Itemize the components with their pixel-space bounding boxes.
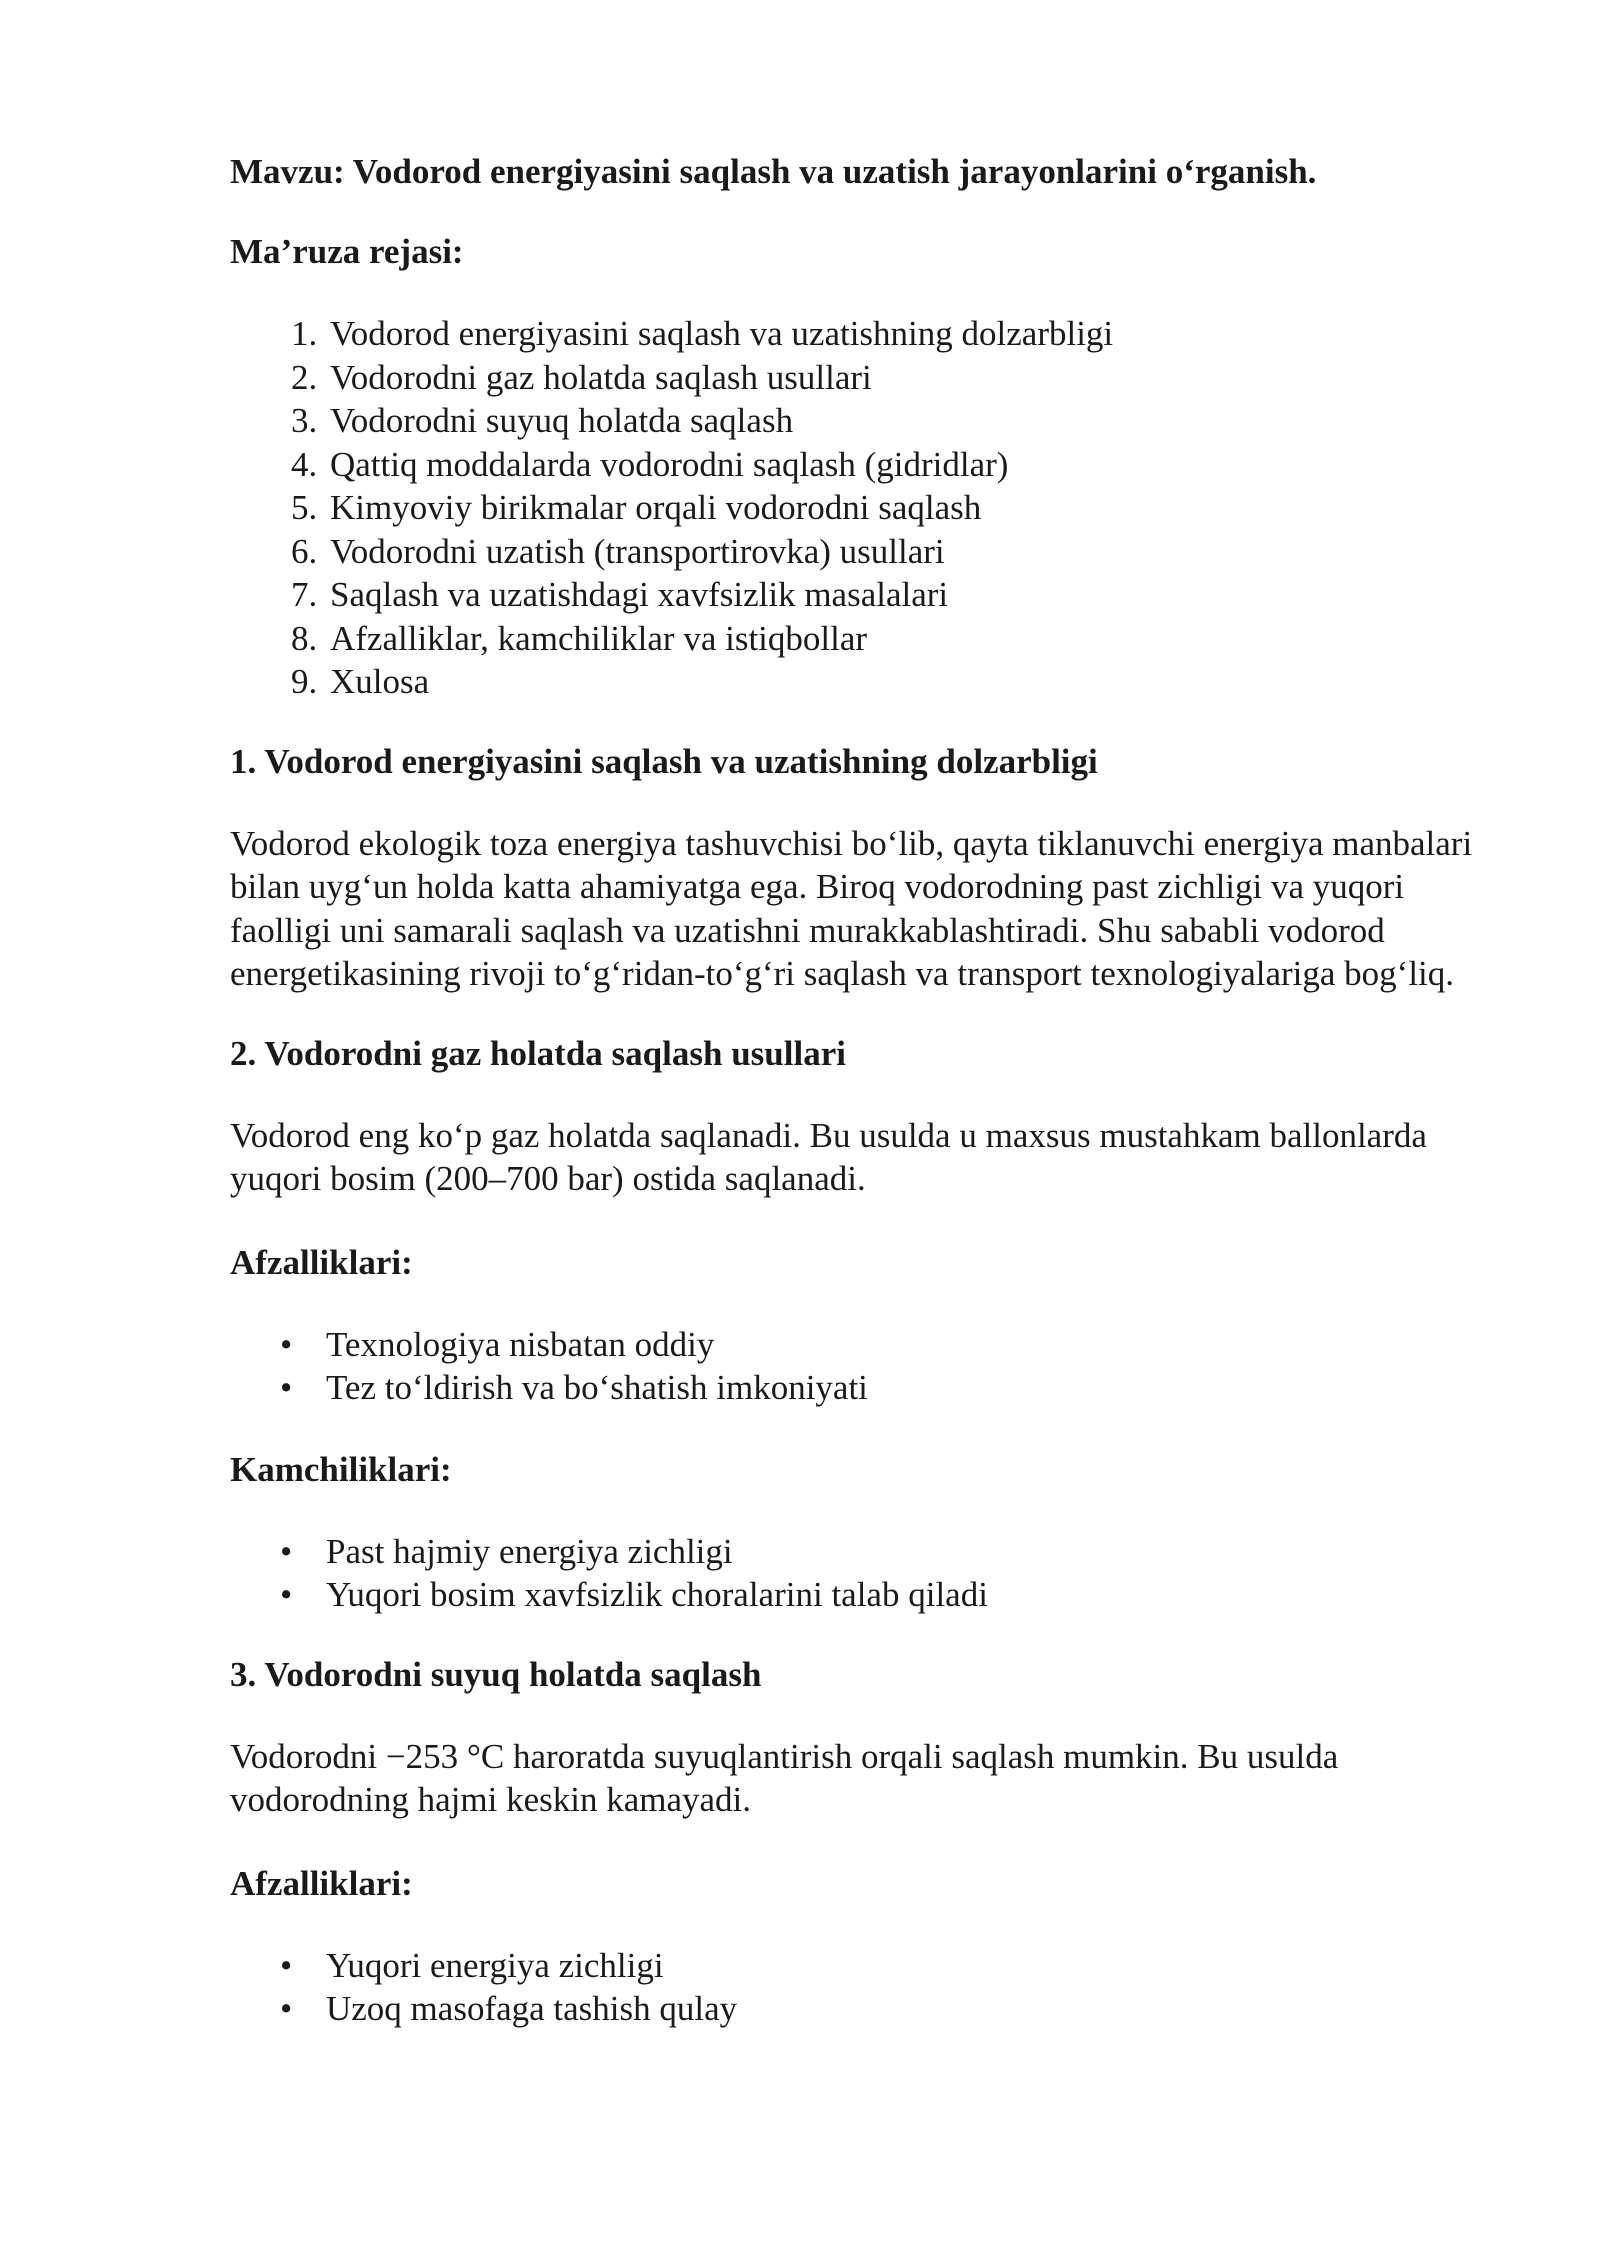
section-3-advantages-list — [230, 1944, 1480, 2031]
plan-item: 4. Qattiq moddalarda vodorodni saqlash (gidridlar) — [326, 443, 1480, 487]
plan-item: 5. Kimyoviy birikmalar orqali vodorodni saqlash — [326, 486, 1480, 530]
section-1-text: Vodorod ekologik toza energiya tashuvchisi bo‘lib, qayta tiklanuvchi energiya manbalari bilan uyg‘un holda katta ahamiyatga ega. Biroq vodorodning past zichligi va yuqori faolligi uni samarali saqlash va uzatishni murakkablashtiradi. Shu sababli vodorod energetikasining rivoji to‘g‘ridan-to‘g‘ri saqlash va transport texnologiyalariga bog‘liq. — [230, 823, 1473, 993]
plan-item: 1. Vodorod energiyasini saqlash va uzatishning dolzarbligi — [326, 312, 1480, 356]
section-3-heading: 3. Vodorodni suyuq holatda saqlash — [230, 1654, 762, 1694]
list-item: • Tez to‘ldirish va bo‘shatish imkoniyati — [326, 1366, 1480, 1410]
list-item: • Uzoq masofaga tashish qulay — [326, 1987, 1480, 2031]
plan-list — [230, 312, 1480, 704]
section-2-disadvantages-list — [230, 1530, 1480, 1617]
section-2-heading: 2. Vodorodni gaz holatda saqlash usullari — [230, 1033, 846, 1073]
section-2-disadvantages-heading: Kamchiliklari: — [230, 1449, 452, 1489]
list-item: • Texnologiya nisbatan oddiy — [326, 1323, 1480, 1367]
section-2-advantages-list — [230, 1323, 1480, 1410]
document-title: Mavzu: Vodorod energiyasini saqlash va uzatish jarayonlarini o‘rganish. — [230, 152, 1317, 191]
list-item: • Yuqori energiya zichligi — [326, 1944, 1480, 1988]
section-2-advantages-heading: Afzalliklari: — [230, 1242, 413, 1282]
plan-item: 3. Vodorodni suyuq holatda saqlash — [326, 399, 1480, 443]
section-1-heading: 1. Vodorod energiyasini saqlash va uzatishning dolzarbligi — [230, 741, 1098, 781]
plan-heading: Ma’ruza rejasi: — [230, 232, 464, 271]
section-2-text: Vodorod eng ko‘p gaz holatda saqlanadi. Bu usulda u maxsus mustahkam ballonlarda yuqori bosim (200–700 bar) ostida saqlanadi. — [230, 1115, 1427, 1198]
section-3-advantages-heading: Afzalliklari: — [230, 1863, 413, 1903]
section-3-text: Vodorodni −253 °C haroratda suyuqlantirish orqali saqlash mumkin. Bu usulda vodorodning hajmi keskin kamayadi. — [230, 1736, 1339, 1819]
plan-item: 9. Xulosa — [326, 660, 1480, 704]
plan-item: 2. Vodorodni gaz holatda saqlash usullari — [326, 356, 1480, 400]
document-page — [230, 150, 1480, 2031]
plan-item: 8. Afzalliklar, kamchiliklar va istiqbollar — [326, 617, 1480, 661]
plan-item: 6. Vodorodni uzatish (transportirovka) usullari — [326, 530, 1480, 574]
list-item: • Past hajmiy energiya zichligi — [326, 1530, 1480, 1574]
plan-item: 7. Saqlash va uzatishdagi xavfsizlik masalalari — [326, 573, 1480, 617]
list-item: • Yuqori bosim xavfsizlik choralarini talab qiladi — [326, 1573, 1480, 1617]
